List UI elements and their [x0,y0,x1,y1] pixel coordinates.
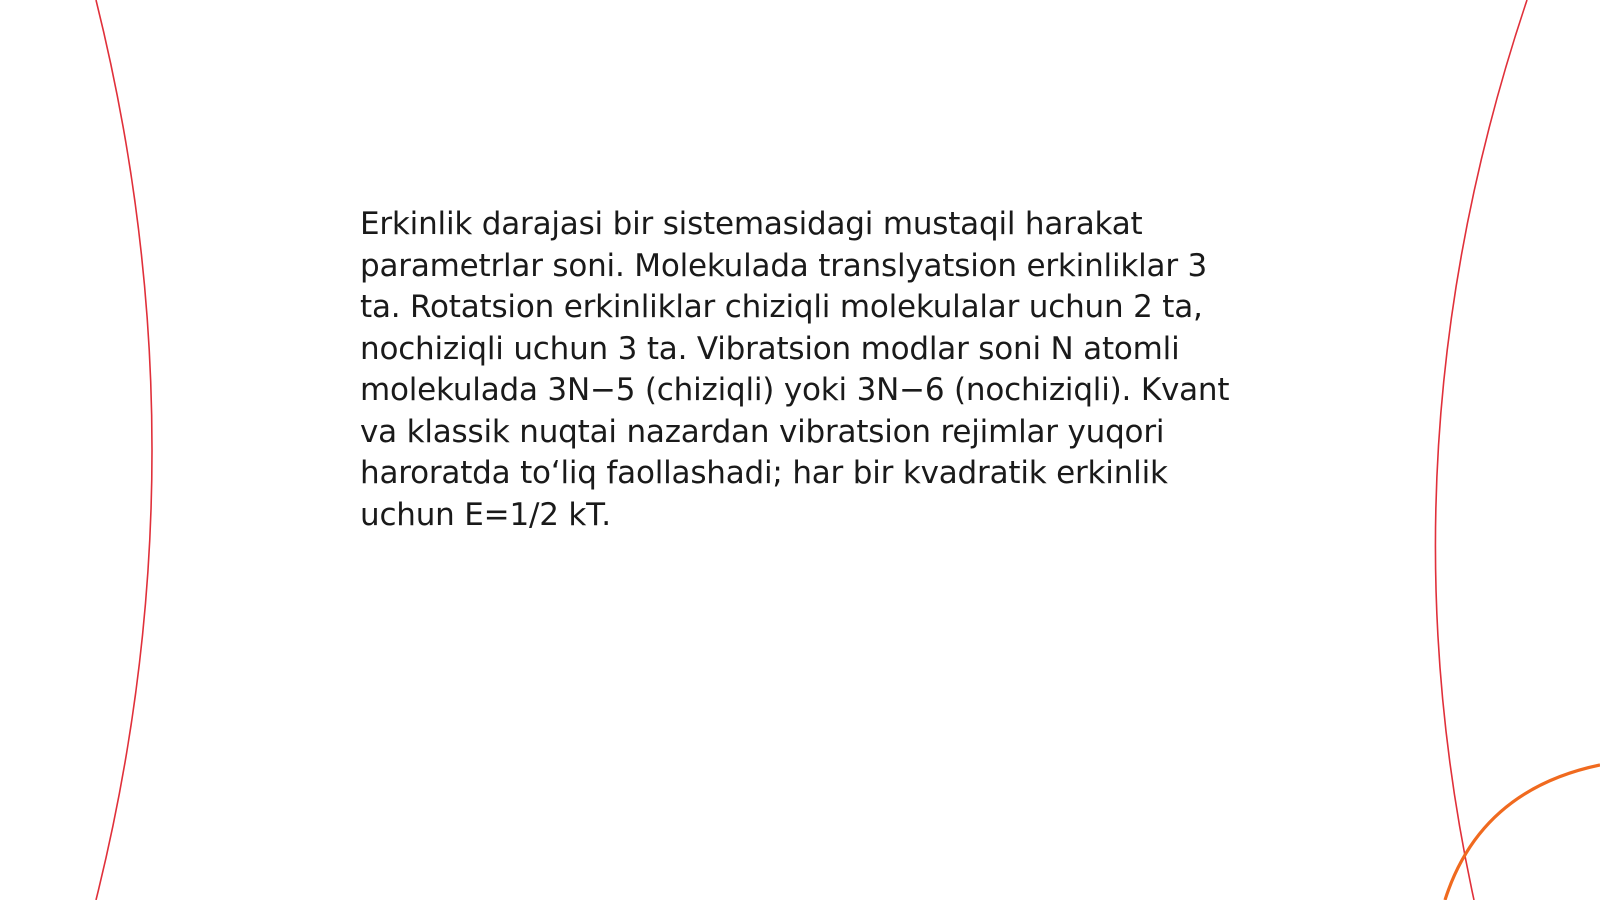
slide-body-text: Erkinlik darajasi bir sistemasidagi mustaqil harakat parametrlar soni. Molekulada translyatsion erkinliklar 3 ta. Rotatsion erkinliklar chiziqli molekulalar uchun 2 ta, nochiziqli uchun 3 ta. Vibratsion modlar soni N atomli molekulada 3N−5 (chiziqli) yoki 3N−6 (nochiziqli). Kvant va klassik nuqtai nazardan vibratsion rejimlar yuqori haroratda to‘liq faollashadi; har bir kvadratik erkinlik uchun E=1/2 kT. [360,206,1230,533]
orange-accent-arc [1445,765,1600,900]
left-curve-line [96,0,152,900]
right-curve-line [1435,0,1527,900]
